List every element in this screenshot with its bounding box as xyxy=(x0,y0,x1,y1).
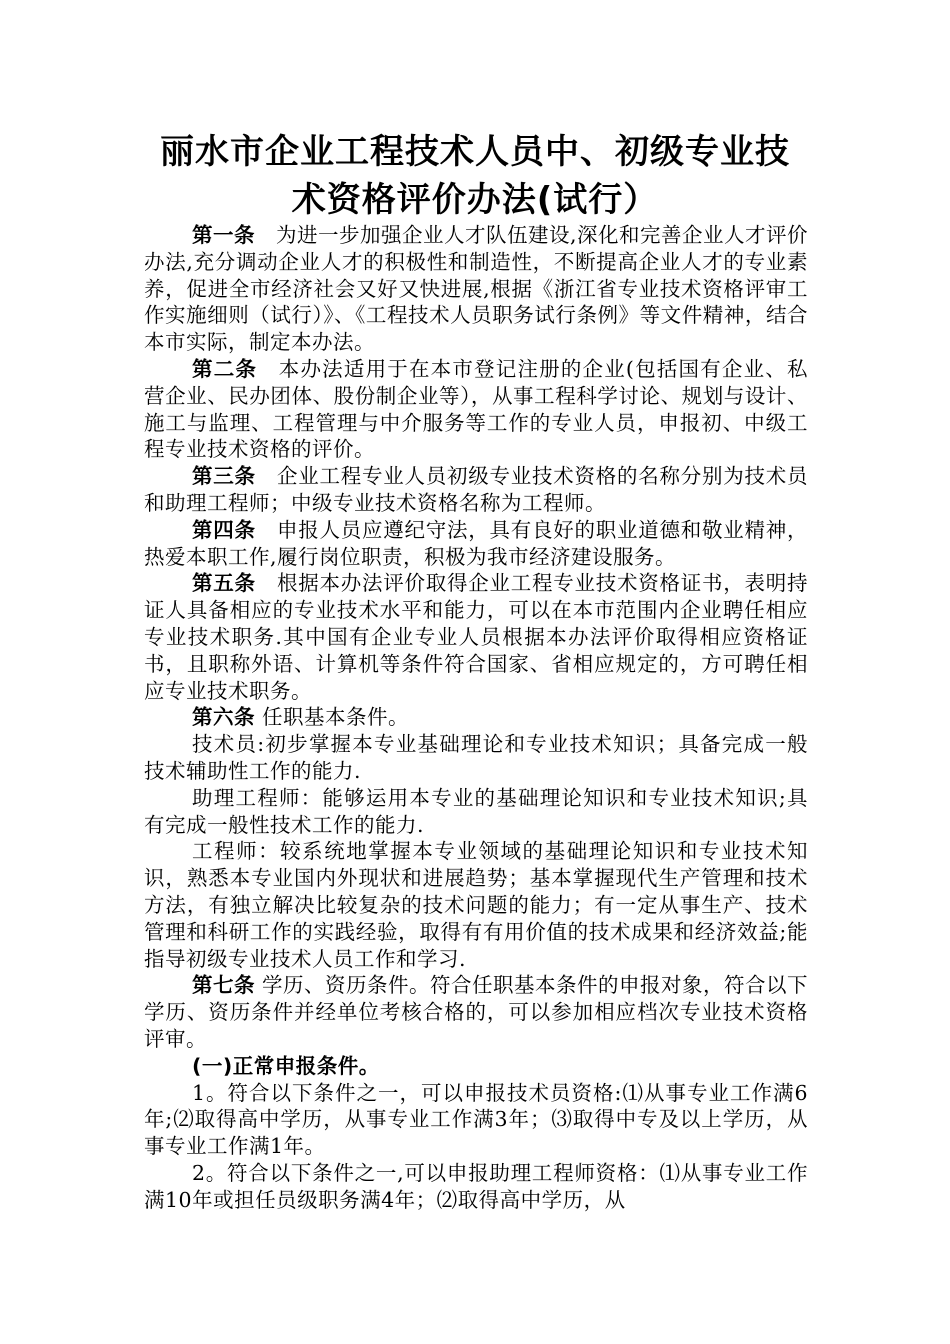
article-label: 第二条 xyxy=(192,356,258,381)
article-text: 根据本办法评价取得企业工程专业技术资格证书，表明持证人具备相应的专业技术水平和能力，可以在本市范围内企业聘任相应专业技术职务.其中国有企业专业人员根据本办法评价取得相应资格证书，且职称外语、计算机等条件符合国家、省相应规定的，方可聘任相应专业技术职务。 xyxy=(144,571,808,703)
article-label: 第三条 xyxy=(192,464,256,489)
article-text: 为进一步加强企业人才队伍建设,深化和完善企业人才评价办法,充分调动企业人才的积极性和制造性，不断提高企业人才的专业素养，促进全市经济社会又好又快进展,根据《浙江省专业技术资格评审工作实施细则（试行）》、《工程技术人员职务试行条例》等文件精神，结合本市实际，制定本办法。 xyxy=(144,223,809,355)
condition-engineer: 工程师：较系统地掌握本专业领域的基础理论知识和专业技术知识，熟悉本专业国内外现状和进展趋势；基本掌握现代生产管理和技术方法，有独立解决比较复杂的技术问题的能力；有一定从事生产、技术管理和科研工作的实践经验，取得有有用价值的技术成果和经济效益;能指导初级专业技术人员工作和学习. xyxy=(144,839,808,971)
article-label: 第一条 xyxy=(192,223,255,247)
article-6 xyxy=(144,704,808,731)
subsection-heading: (一)正常申报条件。 xyxy=(192,1053,380,1078)
document-title-line-2: 术资格评价办法(试行） xyxy=(291,180,659,220)
document-title-line-1: 丽水市企业工程技术人员中、初级专业技 xyxy=(160,132,790,172)
article-text: 企业工程专业人员初级专业技术资格的名称分别为技术员和助理工程师；中级专业技术资格名称为工程师。 xyxy=(144,464,808,515)
list-item: 2。符合以下条件之一,可以申报助理工程师资格：⑴从事专业工作满10年或担任员级职务满4年；⑵取得高中学历，从 xyxy=(144,1160,808,1212)
article-7 xyxy=(144,972,808,1052)
article-label: 第四条 xyxy=(192,517,256,542)
article-text: 任职基本条件。 xyxy=(255,705,410,730)
article-3 xyxy=(144,463,808,517)
condition-technician: 技术员:初步掌握本专业基础理论和专业技术知识；具备完成一般技术辅助性工作的能力. xyxy=(144,732,808,783)
article-label: 第七条 xyxy=(192,973,255,998)
list-item: 1。符合以下条件之一，可以申报技术员资格:⑴从事专业工作满6年;⑵取得高中学历，从事专业工作满3年；⑶取得中专及以上学历，从事专业工作满1年。 xyxy=(144,1080,808,1159)
document-body xyxy=(144,222,808,1213)
article-1 xyxy=(144,222,808,356)
article-2 xyxy=(144,356,808,463)
article-text: 本办法适用于在本市登记注册的企业(包括国有企业、私营企业、民办团体、股份制企业等），从事工程科学讨论、规划与设计、施工与监理、工程管理与中介服务等工作的专业人员，申报初、中级工程专业技术资格的评价。 xyxy=(144,356,809,462)
article-text: 申报人员应遵纪守法，具有良好的职业道德和敬业精神，热爱本职工作,履行岗位职责，积极为我市经济建设服务。 xyxy=(144,517,808,569)
condition-assistant-engineer: 助理工程师：能够运用本专业的基础理论知识和专业技术知识;具有完成一般性技术工作的能力. xyxy=(144,785,808,837)
article-label: 第五条 xyxy=(192,571,256,596)
article-4 xyxy=(144,517,808,571)
article-5 xyxy=(144,570,808,704)
article-label: 第六条 xyxy=(192,705,255,730)
article-text: 学历、资历条件。符合任职基本条件的申报对象，符合以下学历、资历条件并经单位考核合格的，可以参加相应档次专业技术资格评审。 xyxy=(144,973,809,1051)
